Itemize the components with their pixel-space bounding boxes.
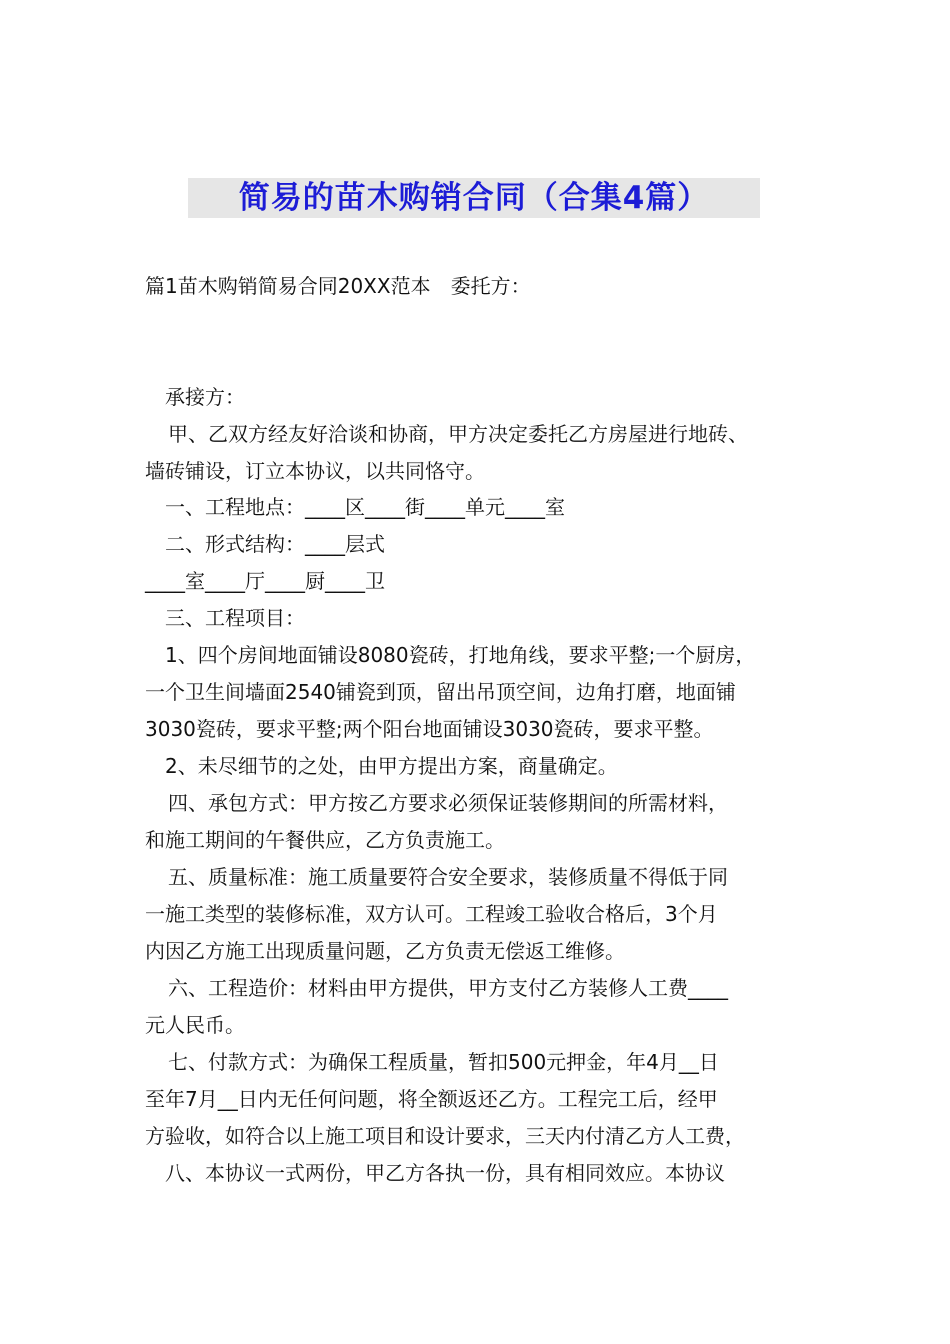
paragraph-line: 三、工程项目： xyxy=(165,606,305,630)
paragraph-line: ____室____厅____厨____卫 xyxy=(145,569,385,593)
paragraph-line: 3030瓷砖，要求平整;两个阳台地面铺设3030瓷砖，要求平整。 xyxy=(145,717,714,741)
paragraph-line: 甲、乙双方经友好洽谈和协商，甲方决定委托乙方房屋进行地砖、 xyxy=(168,422,748,446)
paragraph-line: 方验收，如符合以上施工项目和设计要求，三天内付清乙方人工费， xyxy=(145,1124,745,1148)
paragraph-line: 五、质量标准：施工质量要符合安全要求，装修质量不得低于同 xyxy=(168,865,728,889)
paragraph-line: 一个卫生间墙面2540铺瓷到顶，留出吊顶空间，边角打磨，地面铺 xyxy=(145,680,736,704)
document-title: 简易的苗木购销合同（合集4篇） xyxy=(238,180,710,216)
paragraph-line: 四、承包方式：甲方按乙方要求必须保证装修期间的所需材料， xyxy=(168,791,728,815)
paragraph-line: 八、本协议一式两份，甲乙方各执一份，具有相同效应。本协议 xyxy=(165,1161,725,1185)
paragraph-line: 七、付款方式：为确保工程质量，暂扣500元押金，年4月__日 xyxy=(168,1050,719,1074)
title-highlight xyxy=(188,178,760,218)
paragraph-line: 承接方： xyxy=(165,385,245,409)
paragraph-line: 和施工期间的午餐供应，乙方负责施工。 xyxy=(145,828,505,852)
paragraph-line: 二、形式结构：____层式 xyxy=(165,532,385,556)
paragraph-line: 六、工程造价：材料由甲方提供，甲方支付乙方装修人工费____ xyxy=(168,976,728,1000)
paragraph-line: 2、未尽细节的之处，由甲方提出方案，商量确定。 xyxy=(165,754,618,778)
section-heading: 篇1苗木购销简易合同20XX范本 委托方： xyxy=(145,274,531,298)
paragraph-line: 元人民币。 xyxy=(145,1013,245,1037)
paragraph-line: 内因乙方施工出现质量问题，乙方负责无偿返工维修。 xyxy=(145,939,625,963)
paragraph-line: 1、四个房间地面铺设8080瓷砖，打地角线，要求平整;一个厨房， xyxy=(165,643,756,667)
paragraph-line: 至年7月__日内无任何问题，将全额返还乙方。工程完工后，经甲 xyxy=(145,1087,718,1111)
paragraph-line: 一施工类型的装修标准，双方认可。工程竣工验收合格后，3个月 xyxy=(145,902,718,926)
paragraph-line: 墙砖铺设，订立本协议，以共同恪守。 xyxy=(145,459,485,483)
paragraph-line: 一、工程地点：____区____街____单元____室 xyxy=(165,495,565,519)
